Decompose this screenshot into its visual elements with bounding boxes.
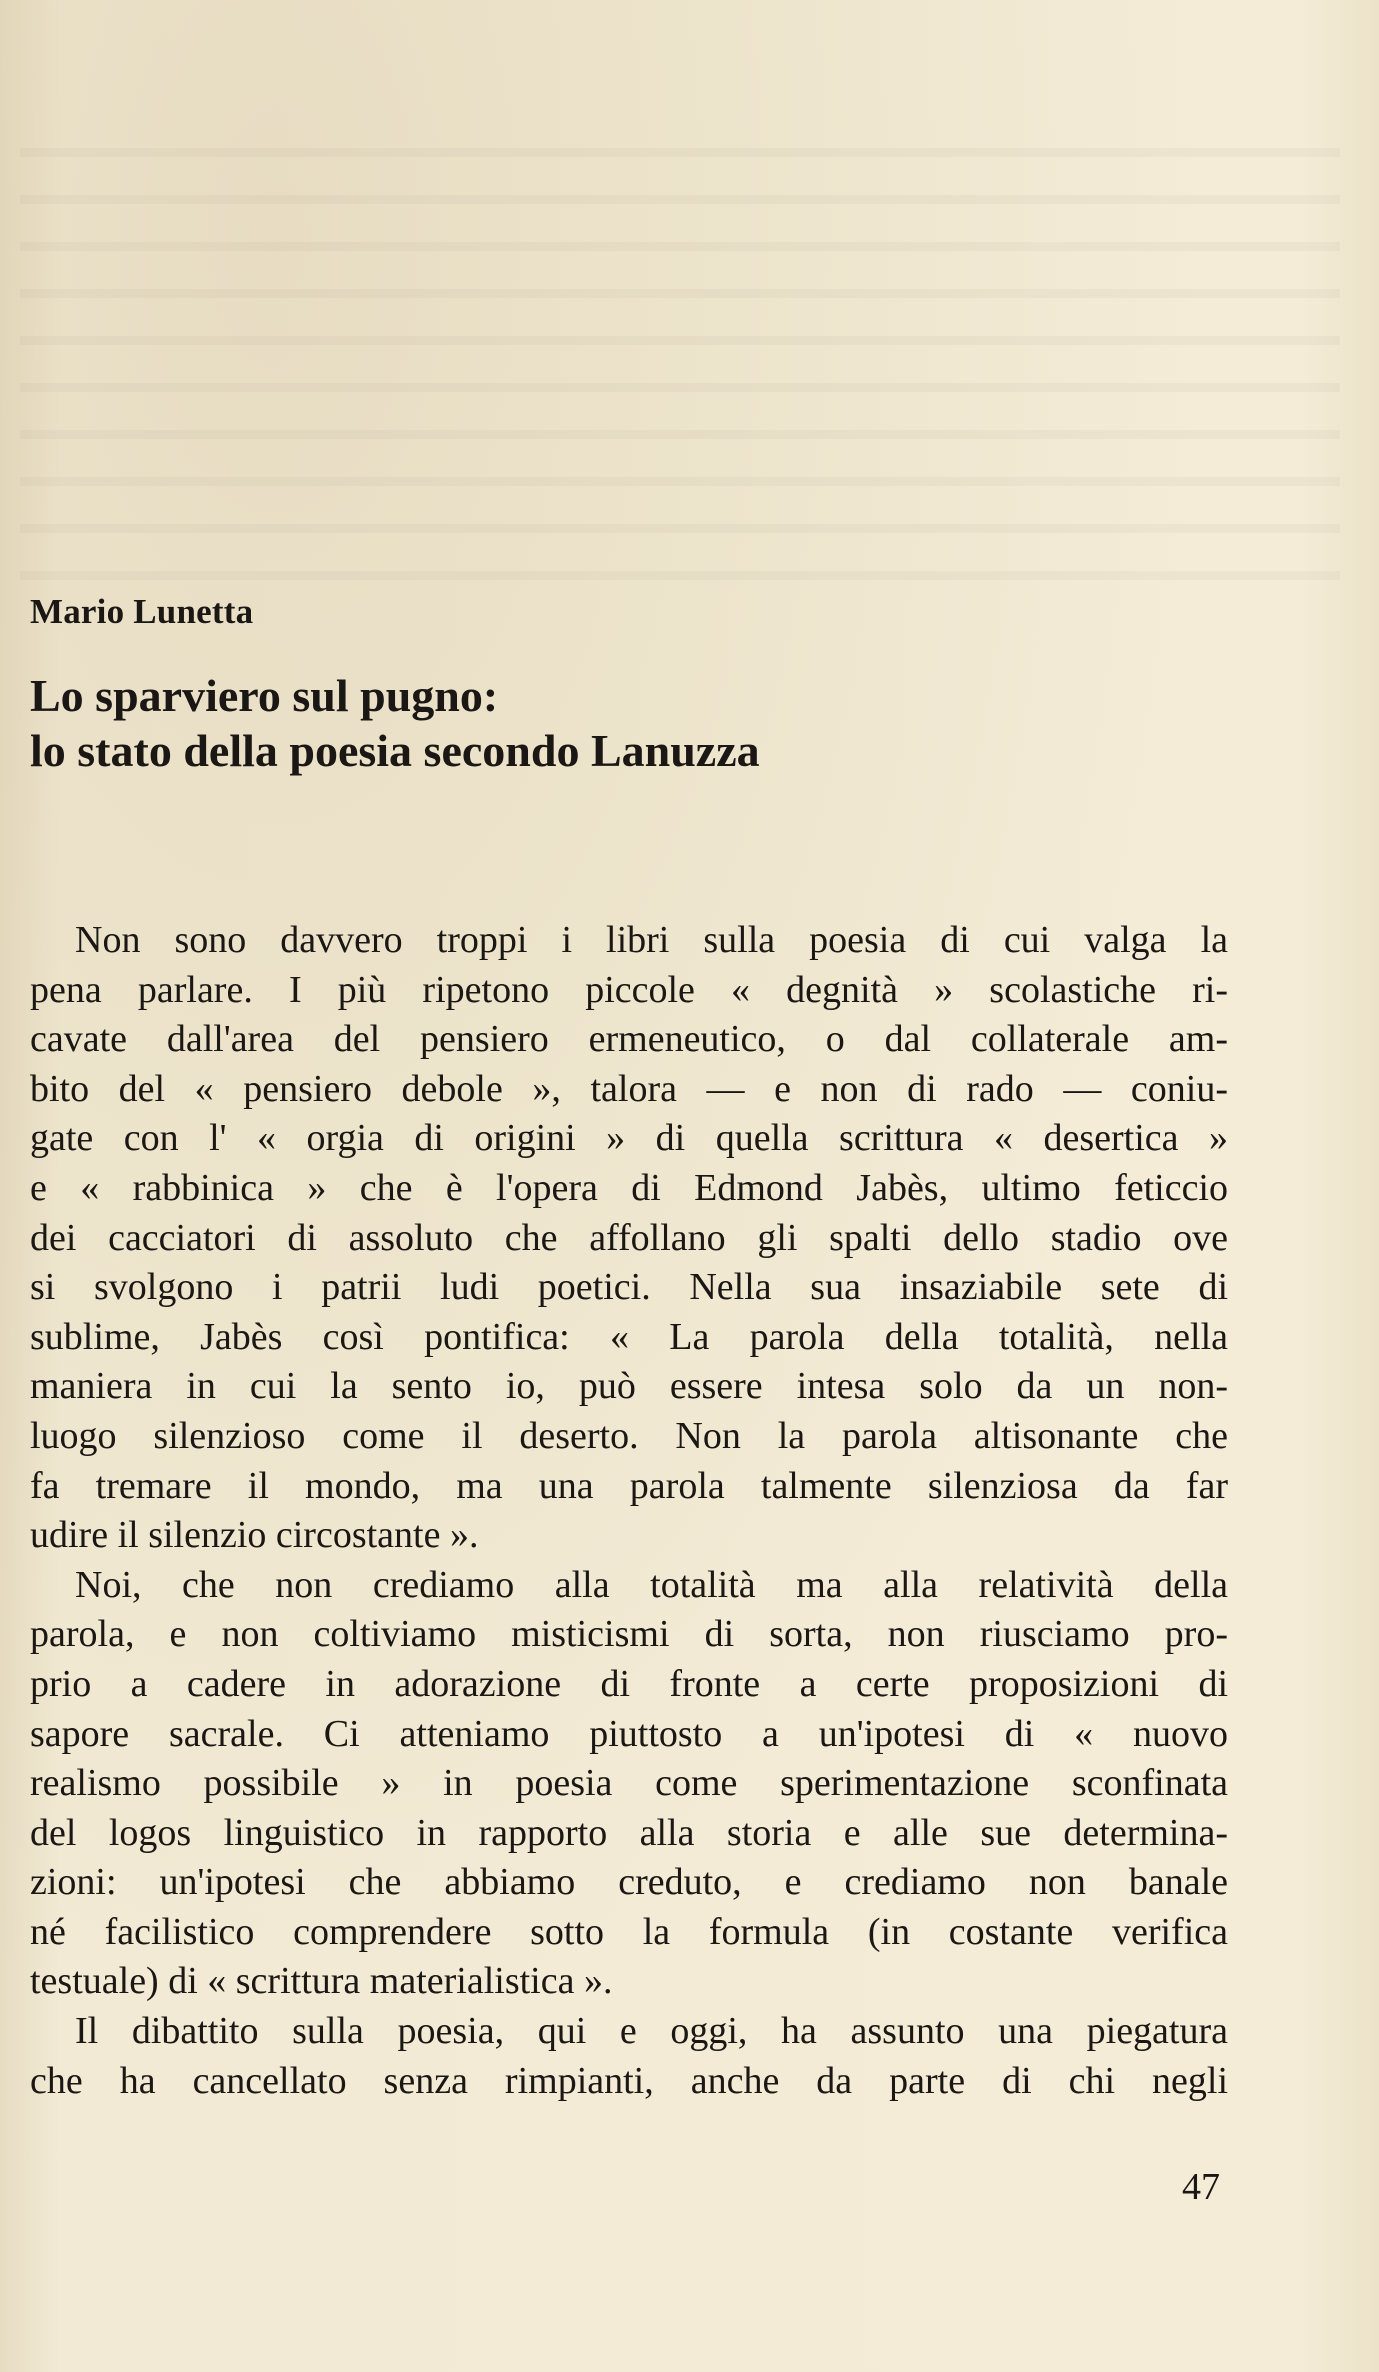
author-name: Mario Lunetta — [30, 592, 254, 631]
text-line: e « rabbinica » che è l'opera di Edmond Jabès, ultimo feticcio — [30, 1166, 1228, 1209]
title-line: Lo sparviero sul pugno: — [30, 670, 499, 721]
page-number: 47 — [1182, 2166, 1220, 2208]
text-line: Non sono davvero troppi i libri sulla poesia di cui valga la — [75, 919, 1228, 961]
text-line: pena parlare. I più ripetono piccole « degnità » scolastiche ri- — [30, 968, 1228, 1011]
text-line: maniera in cui la sento io, può essere intesa solo da un non- — [30, 1365, 1228, 1408]
text-line: cavate dall'area del pensiero ermeneutico, o dal collaterale am- — [30, 1018, 1228, 1061]
text-line: prio a cadere in adorazione di fronte a certe proposizioni di — [30, 1662, 1228, 1705]
chapter-title — [30, 668, 1130, 778]
title-line: lo stato della poesia secondo Lanuzza — [30, 725, 760, 776]
text-line: Noi, che non crediamo alla totalità ma alla relatività della — [75, 1563, 1228, 1606]
text-line: né facilistico comprendere sotto la formula (in costante verifica — [30, 1910, 1228, 1953]
text-line: fa tremare il mondo, ma una parola talmente silenziosa da far — [30, 1464, 1228, 1507]
text-line: udire il silenzio circostante ». — [30, 1514, 479, 1557]
text-line: Il dibattito sulla poesia, qui e oggi, ha assunto una piegatura — [75, 2010, 1228, 2053]
text-line: luogo silenzioso come il deserto. Non la parola altisonante che — [30, 1414, 1228, 1457]
text-line: sublime, Jabès così pontifica: « La parola della totalità, nella — [30, 1315, 1228, 1358]
text-line: zioni: un'ipotesi che abbiamo creduto, e crediamo non banale — [30, 1861, 1228, 1904]
text-line: parola, e non coltiviamo misticismi di sorta, non riusciamo pro- — [30, 1613, 1228, 1656]
text-line: dei cacciatori di assoluto che affollano gli spalti dello stadio ove — [30, 1216, 1228, 1259]
body-text — [30, 916, 1228, 2106]
text-line: realismo possibile » in poesia come sperimentazione sconfinata — [30, 1762, 1228, 1805]
text-line: gate con l' « orgia di origini » di quella scrittura « desertica » — [30, 1117, 1228, 1160]
text-line: testuale) di « scrittura materialistica ». — [30, 1960, 613, 2003]
text-line: si svolgono i patrii ludi poetici. Nella sua insaziabile sete di — [30, 1266, 1228, 1309]
text-line: bito del « pensiero debole », talora — e non di rado — coniu- — [30, 1067, 1228, 1110]
text-line: che ha cancellato senza rimpianti, anche da parte di chi negli — [30, 2059, 1228, 2102]
bleed-through-texture — [20, 110, 1340, 580]
text-line: del logos linguistico in rapporto alla storia e alle sue determina- — [30, 1811, 1228, 1854]
text-line: sapore sacrale. Ci atteniamo piuttosto a un'ipotesi di « nuovo — [30, 1712, 1228, 1755]
